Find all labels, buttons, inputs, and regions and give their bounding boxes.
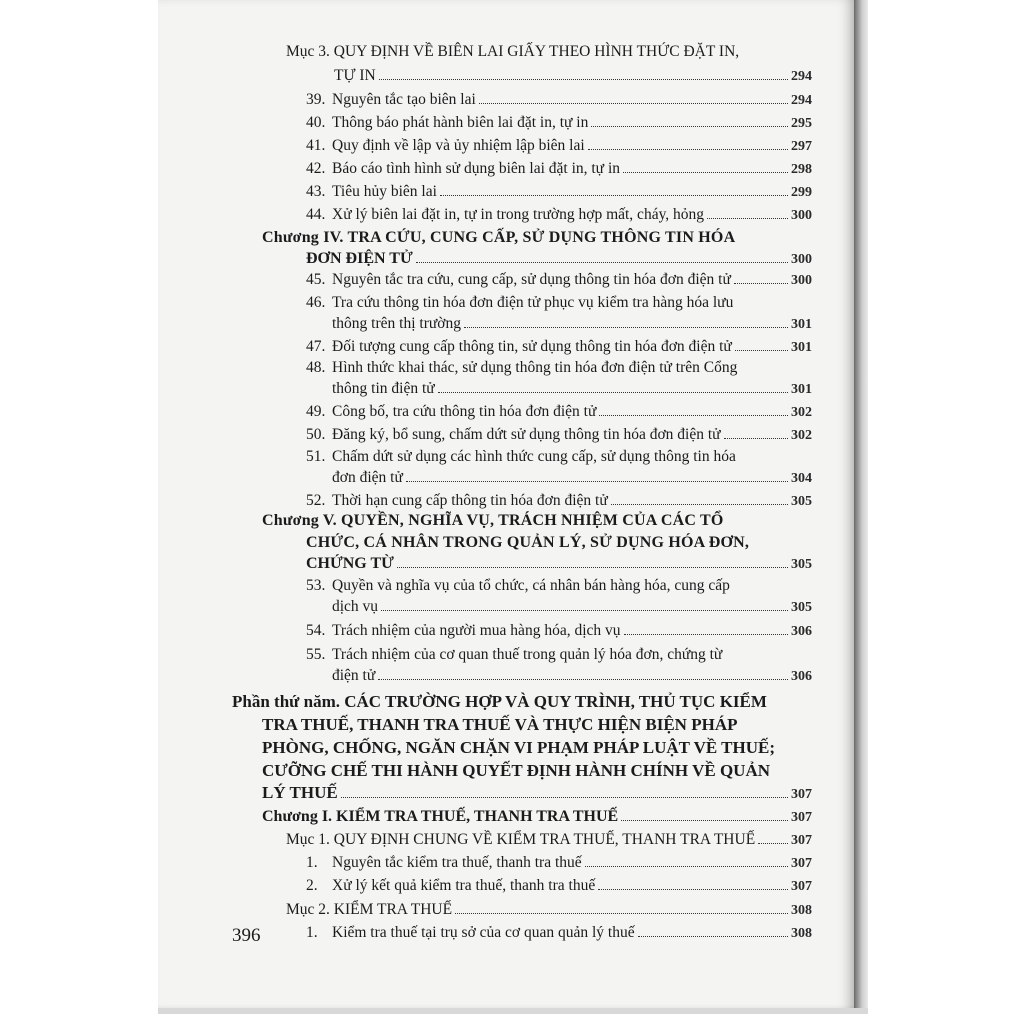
entry-text: CHỨNG TỪ [306,555,394,572]
entry-text: Thời hạn cung cấp thông tin hóa đơn điện tử [332,492,608,509]
entry-text: Chương I. KIỂM TRA THUẾ, THANH TRA THUẾ [262,808,619,825]
entry-text: Trách nhiệm của cơ quan thuế trong quản lý hóa đơn, chứng từ [332,646,723,663]
dot-leader [585,866,788,867]
entry-text-continued: điện tử [332,667,376,684]
toc-entry [306,182,812,203]
toc-entry-line [306,447,736,467]
toc-entry [306,554,812,575]
entry-number: 39. [306,91,326,108]
page-ref: 299 [791,185,812,200]
part-heading-continued: TRA THUẾ, THANH TRA THUẾ VÀ THỰC HIỆN BIỆN PHÁP [262,715,738,734]
entry-number: 45. [306,271,326,288]
entry-text-continued: thông trên thị trường [332,315,461,332]
chapter-heading: Chương V. QUYỀN, NGHĨA VỤ, TRÁCH NHIỆM CỦA CÁC TỔ [262,512,724,529]
entry-text: Quyền và nghĩa vụ của tổ chức, cá nhân bán hàng hóa, cung cấp [332,577,730,594]
toc-entry [262,807,812,828]
dot-leader [438,392,788,393]
page-ref: 305 [791,557,812,572]
entry-text-continued: thông tin điện tử [332,380,435,397]
entry-text: Nguyên tắc kiểm tra thuế, thanh tra thuế [332,854,582,871]
entry-number: 41. [306,137,326,154]
entry-text: Nguyên tắc tra cứu, cung cấp, sử dụng thông tin hóa đơn điện tử [332,271,731,288]
chapter-heading: Chương IV. TRA CỨU, CUNG CẤP, SỬ DỤNG THÔNG TIN HÓA [262,229,736,246]
dot-leader [464,327,788,328]
page-ref: 307 [791,787,812,802]
toc-entry [332,314,812,335]
page-ref: 298 [791,162,812,177]
dot-leader [416,262,788,263]
toc-entry [306,402,812,423]
entry-text: Báo cáo tình hình sử dụng biên lai đặt in, tự in [332,160,621,177]
entry-number: 49. [306,403,326,420]
entry-text: Kiểm tra thuế tại trụ sở của cơ quan quản lý thuế [332,924,635,941]
page-ref: 307 [791,879,812,894]
page-ref: 294 [791,93,812,108]
dot-leader [598,889,788,890]
entry-text: Xử lý biên lai đặt in, tự in trong trường hợp mất, cháy, hỏng [332,206,705,223]
entry-text: Hình thức khai thác, sử dụng thông tin hóa đơn điện tử trên Cổng [332,359,738,376]
dot-leader [455,913,788,914]
page-ref: 302 [791,428,812,443]
dot-leader [611,504,788,505]
entry-text: Chấm dứt sử dụng các hình thức cung cấp, sử dụng thông tin hóa [332,448,736,465]
toc-entry [332,379,812,400]
page-ref: 304 [791,471,812,486]
page-ref: 294 [791,69,812,84]
dot-leader [734,283,788,284]
toc-entry [306,205,812,226]
toc-entry [332,597,812,618]
page-ref: 307 [791,856,812,871]
dot-leader [381,610,788,611]
page-ref: 305 [791,600,812,615]
toc-entry [334,66,812,87]
entry-number: 53. [306,577,326,594]
entry-number: 1. [306,924,318,941]
dot-leader [397,567,788,568]
entry-number: 1. [306,854,318,871]
entry-text: Xử lý kết quả kiểm tra thuế, thanh tra thuế [332,877,596,894]
part-heading-continued: PHÒNG, CHỐNG, NGĂN CHẶN VI PHẠM PHÁP LUẬT VỀ THUẾ; [262,738,776,757]
dot-leader [588,149,788,150]
page-ref: 297 [791,139,812,154]
dot-leader [735,350,788,351]
part-heading: Phần thứ năm. CÁC TRƯỜNG HỢP VÀ QUY TRÌNH, THỦ TỤC KIỂM [232,692,767,711]
entry-text: Quy định về lập và ủy nhiệm lập biên lai [332,137,585,154]
entry-text: Đăng ký, bổ sung, chấm dứt sử dụng thông tin hóa đơn điện tử [332,426,721,443]
page-ref: 300 [791,252,812,267]
entry-number: 44. [306,206,326,223]
toc-entry [306,923,812,944]
page-ref: 307 [791,810,812,825]
part-heading-continued: CƯỠNG CHẾ THI HÀNH QUYẾT ĐỊNH HÀNH CHÍNH VỀ QUẢN [262,761,771,780]
dot-leader [599,415,788,416]
page-ref: 308 [791,926,812,941]
entry-text: TỰ IN [334,67,376,84]
dot-leader [440,195,788,196]
dot-leader [378,679,788,680]
entry-number: 2. [306,877,318,894]
entry-number: 47. [306,338,326,355]
entry-text-continued: dịch vụ [332,598,379,615]
toc-entry [332,468,812,489]
toc-entry [286,830,812,851]
toc-entry [306,249,812,270]
dot-leader [341,797,788,798]
page-ref: 300 [791,208,812,223]
toc-entry [306,621,812,642]
entry-number: 55. [306,646,326,663]
dot-leader [623,172,788,173]
entry-number: 54. [306,622,326,639]
entry-text: ĐƠN ĐIỆN TỬ [306,250,413,267]
dot-leader [758,843,788,844]
page-number: 396 [232,925,261,946]
page-ref: 302 [791,405,812,420]
toc-entry [306,337,812,358]
page-ref: 295 [791,116,812,131]
page-ref: 307 [791,833,812,848]
toc-entry [306,90,812,111]
page-ref: 308 [791,903,812,918]
dot-leader [406,481,788,482]
dot-leader [707,218,788,219]
entry-text: Thông báo phát hành biên lai đặt in, tự in [332,114,589,131]
entry-text: Công bố, tra cứu thông tin hóa đơn điện tử [332,403,597,420]
toc-entry [306,853,812,874]
entry-number: 40. [306,114,326,131]
dot-leader [638,936,788,937]
dot-leader [724,438,788,439]
page-ref: 306 [791,669,812,684]
entry-text: LÝ THUẾ [262,783,338,802]
entry-text: Tiêu hủy biên lai [332,183,437,200]
chapter-heading-continued: CHỨC, CÁ NHÂN TRONG QUẢN LÝ, SỬ DỤNG HÓA ĐƠN, [306,534,750,551]
entry-text: Nguyên tắc tạo biên lai [332,91,476,108]
entry-number: 43. [306,183,326,200]
entry-number: 52. [306,492,326,509]
toc-entry [306,113,812,134]
entry-number: 48. [306,359,326,376]
toc-entry [306,136,812,157]
page-ref: 301 [791,317,812,332]
entry-number: 46. [306,294,326,311]
dot-leader [624,634,788,635]
entry-text: Mục 1. QUY ĐỊNH CHUNG VỀ KIỂM TRA THUẾ, THANH TRA THUẾ [286,831,756,848]
dot-leader [621,820,788,821]
toc-entry-line [306,358,737,378]
section-heading: Mục 3. QUY ĐỊNH VỀ BIÊN LAI GIẤY THEO HÌNH THỨC ĐẶT IN, [286,43,740,60]
page-ref: 300 [791,273,812,288]
entry-number: 42. [306,160,326,177]
toc-entry [262,783,812,805]
dot-leader [379,79,788,80]
entry-number: 50. [306,426,326,443]
toc-entry [306,876,812,897]
page-ref: 306 [791,624,812,639]
toc-entry [332,666,812,687]
toc-entry [286,900,812,921]
entry-text: Đối tượng cung cấp thông tin, sử dụng thông tin hóa đơn điện tử [332,338,732,355]
entry-number: 51. [306,448,326,465]
entry-text-continued: đơn điện tử [332,469,403,486]
page-ref: 301 [791,382,812,397]
page-ref: 305 [791,494,812,509]
entry-text: Tra cứu thông tin hóa đơn điện tử phục vụ kiểm tra hàng hóa lưu [332,294,734,311]
toc-entry [306,491,812,512]
dot-leader [479,103,788,104]
entry-text: Trách nhiệm của người mua hàng hóa, dịch vụ [332,622,621,639]
dot-leader [591,126,788,127]
toc-entry-line [306,645,722,665]
toc-entry [306,270,812,291]
page-ref: 301 [791,340,812,355]
toc-entry-line [306,576,730,596]
toc-entry [306,159,812,180]
entry-text: Mục 2. KIỂM TRA THUẾ [286,901,453,918]
toc-entry-line [306,293,733,313]
toc-entry [306,425,812,446]
